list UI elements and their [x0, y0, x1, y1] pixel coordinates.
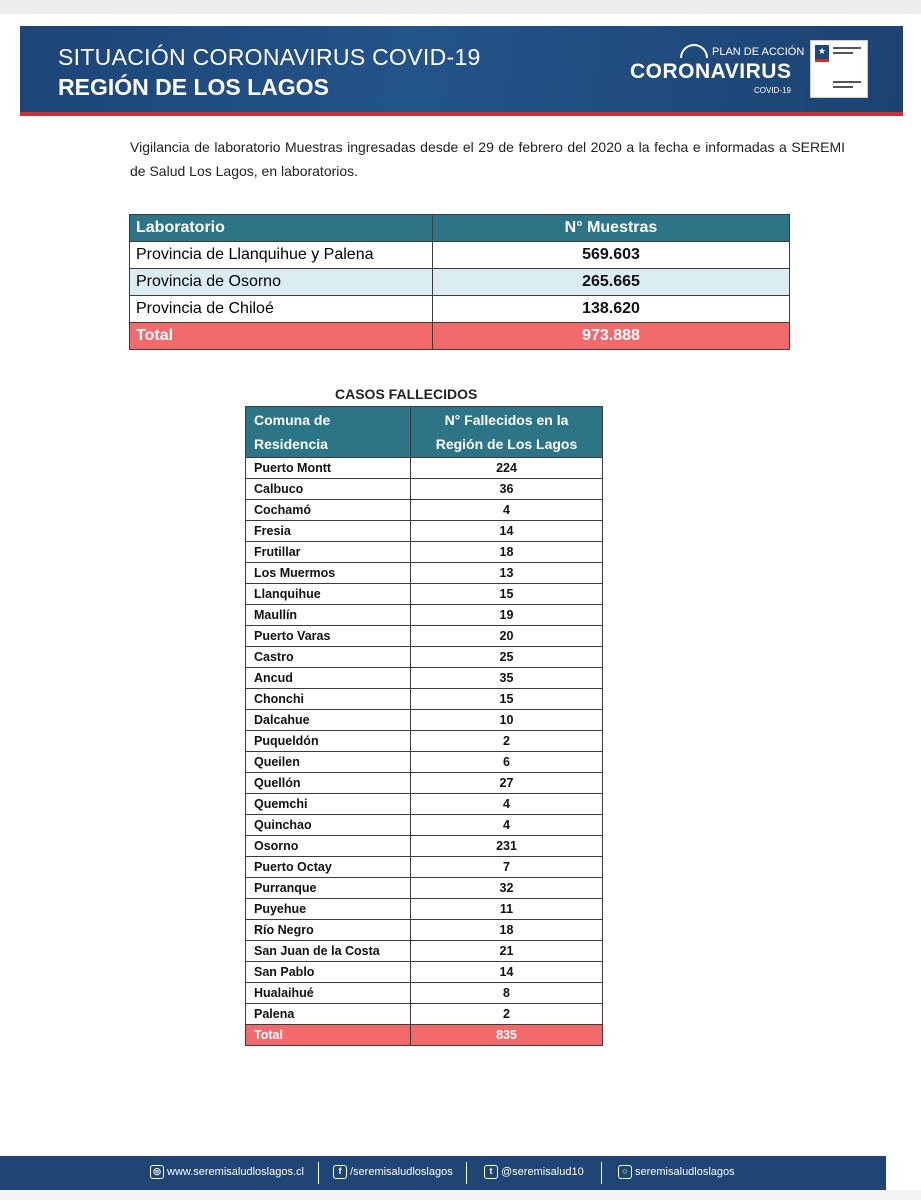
table-row: [130, 296, 790, 323]
comuna-name: Purranque: [246, 878, 411, 899]
footer-twitter[interactable]: t @seremisalud10: [484, 1165, 584, 1179]
table-row: [246, 479, 603, 500]
comuna-name: Dalcahue: [246, 710, 411, 731]
table-row: [246, 899, 603, 920]
table-row: [246, 458, 603, 479]
lab-row-name: Provincia de Llanquihue y Palena: [130, 242, 433, 269]
flag-icon: ★: [815, 45, 829, 59]
table-row: [246, 605, 603, 626]
dome-icon: [680, 44, 708, 58]
web-icon: ◎: [150, 1165, 164, 1179]
comuna-deaths: 6: [411, 752, 603, 773]
plan-label: [680, 44, 804, 58]
table-row: [246, 731, 603, 752]
table-row: [246, 626, 603, 647]
lab-row-value: 138.620: [433, 296, 790, 323]
comuna-name: Osorno: [246, 836, 411, 857]
header-red-bar: [20, 112, 903, 116]
comuna-name: Cochamó: [246, 500, 411, 521]
footer-facebook[interactable]: f /seremisaludloslagos: [333, 1165, 453, 1179]
table-row: [246, 710, 603, 731]
comuna-name: Quemchi: [246, 794, 411, 815]
table-row: [246, 584, 603, 605]
deaths-total-label: Total: [246, 1025, 411, 1046]
comuna-deaths: 13: [411, 563, 603, 584]
table-row: [246, 836, 603, 857]
comuna-name: Palena: [246, 1004, 411, 1025]
top-band: [0, 0, 921, 14]
comuna-name: San Pablo: [246, 962, 411, 983]
comuna-name: San Juan de la Costa: [246, 941, 411, 962]
deaths-table: [245, 406, 603, 1046]
comuna-name: Hualaihué: [246, 983, 411, 1004]
lab-header-muestras: N° Muestras: [433, 215, 790, 242]
comuna-name: Chonchi: [246, 689, 411, 710]
comuna-name: Los Muermos: [246, 563, 411, 584]
comuna-deaths: 15: [411, 584, 603, 605]
bottom-band: [0, 1190, 921, 1200]
comuna-deaths: 4: [411, 500, 603, 521]
footer-instagram[interactable]: ○ seremisaludloslagos: [618, 1165, 735, 1179]
deaths-total-row: [246, 1025, 603, 1046]
comuna-deaths: 11: [411, 899, 603, 920]
comuna-name: Quinchao: [246, 815, 411, 836]
comuna-name: Maullín: [246, 605, 411, 626]
comuna-name: Puerto Varas: [246, 626, 411, 647]
comuna-name: Quellón: [246, 773, 411, 794]
government-logo: [810, 40, 868, 98]
table-row: [246, 794, 603, 815]
comuna-deaths: 18: [411, 542, 603, 563]
table-row: [246, 1004, 603, 1025]
deaths-body: [246, 458, 603, 1046]
lab-total-value: 973.888: [433, 323, 790, 350]
table-row: [246, 542, 603, 563]
header-title-line2: REGIÓN DE LOS LAGOS: [58, 74, 329, 100]
table-row: [130, 269, 790, 296]
comuna-deaths: 2: [411, 1004, 603, 1025]
comuna-deaths: 35: [411, 668, 603, 689]
comuna-deaths: 2: [411, 731, 603, 752]
comuna-deaths: 27: [411, 773, 603, 794]
comuna-deaths: 231: [411, 836, 603, 857]
header-banner: [20, 26, 903, 116]
lab-samples-table: [129, 214, 790, 350]
footer-bar: [0, 1156, 886, 1190]
comuna-name: Puyehue: [246, 899, 411, 920]
table-row: [246, 647, 603, 668]
comuna-deaths: 14: [411, 521, 603, 542]
comuna-deaths: 20: [411, 626, 603, 647]
plan-text: PLAN DE ACCIÓN: [712, 46, 805, 58]
lab-row-name: Provincia de Chiloé: [130, 296, 433, 323]
table-row: [246, 752, 603, 773]
comuna-deaths: 7: [411, 857, 603, 878]
table-row: [246, 941, 603, 962]
table-row: [130, 242, 790, 269]
comuna-deaths: 18: [411, 920, 603, 941]
comuna-name: Frutillar: [246, 542, 411, 563]
comuna-name: Queilen: [246, 752, 411, 773]
header-title-line1: SITUACIÓN CORONAVIRUS COVID-19: [58, 44, 481, 70]
comuna-deaths: 32: [411, 878, 603, 899]
deaths-title: CASOS FALLECIDOS: [335, 386, 478, 402]
table-row: [246, 962, 603, 983]
lab-header-laboratorio: Laboratorio: [130, 215, 433, 242]
lab-row-value: 265.665: [433, 269, 790, 296]
lab-total-label: Total: [130, 323, 433, 350]
intro-paragraph: Vigilancia de laboratorio Muestras ingresadas desde el 29 de febrero del 2020 a la fecha e informadas a SEREMI de Salud Los Lagos, en laboratorios.: [130, 139, 845, 179]
lab-total-row: [130, 323, 790, 350]
lab-row-name: Provincia de Osorno: [130, 269, 433, 296]
footer-web[interactable]: ◎ www.seremisaludloslagos.cl: [150, 1165, 304, 1179]
table-row: [246, 920, 603, 941]
comuna-deaths: 15: [411, 689, 603, 710]
comuna-name: Ancud: [246, 668, 411, 689]
table-row: [246, 689, 603, 710]
deaths-header-count: N° Fallecidos en la Región de Los Lagos: [411, 407, 603, 458]
comuna-deaths: 4: [411, 794, 603, 815]
table-row: [246, 521, 603, 542]
lab-row-value: 569.603: [433, 242, 790, 269]
comuna-deaths: 224: [411, 458, 603, 479]
table-row: [246, 857, 603, 878]
comuna-deaths: 14: [411, 962, 603, 983]
comuna-deaths: 36: [411, 479, 603, 500]
comuna-name: Puerto Montt: [246, 458, 411, 479]
brand-label: CORONAVIRUS: [630, 60, 792, 83]
comuna-name: Puqueldón: [246, 731, 411, 752]
comuna-deaths: 4: [411, 815, 603, 836]
comuna-name: Calbuco: [246, 479, 411, 500]
deaths-total-value: 835: [411, 1025, 603, 1046]
table-row: [246, 878, 603, 899]
table-row: [246, 815, 603, 836]
brand-sub-label: COVID-19: [754, 86, 791, 95]
table-row: [246, 500, 603, 521]
comuna-deaths: 19: [411, 605, 603, 626]
facebook-icon: f: [333, 1165, 347, 1179]
table-row: [246, 983, 603, 1004]
table-row: [246, 563, 603, 584]
comuna-name: Fresia: [246, 521, 411, 542]
table-row: [246, 668, 603, 689]
comuna-deaths: 8: [411, 983, 603, 1004]
deaths-header-comuna: Comuna de Residencia: [246, 407, 411, 458]
instagram-icon: ○: [618, 1165, 632, 1179]
comuna-name: Río Negro: [246, 920, 411, 941]
comuna-name: Castro: [246, 647, 411, 668]
table-row: [246, 773, 603, 794]
comuna-name: Llanquihue: [246, 584, 411, 605]
comuna-deaths: 10: [411, 710, 603, 731]
comuna-name: Puerto Octay: [246, 857, 411, 878]
twitter-icon: t: [484, 1165, 498, 1179]
comuna-deaths: 25: [411, 647, 603, 668]
comuna-deaths: 21: [411, 941, 603, 962]
